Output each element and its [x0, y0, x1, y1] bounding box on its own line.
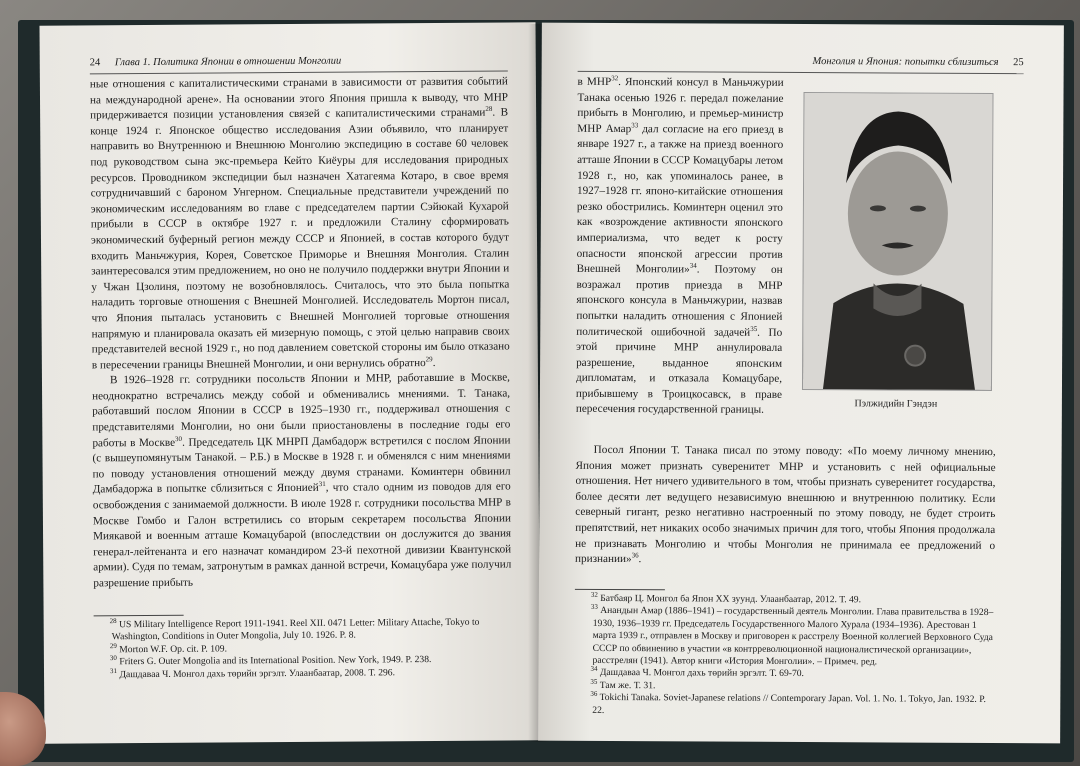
footnote-ref-33: 33: [631, 121, 639, 130]
right-page-number: 25: [1013, 57, 1024, 69]
left-paragraph-2: В 1926–1928 гг. сотрудники посольств Японии и МНР, работавшие в Москве, неоднократно встречались между собой и обменивались мнениями. Т. Танака, работавший послом Японии в СССР в 1925–1930 гг., поддерживал отношения с представителями Монголии, но они были приостановлены в последние годы его работы в Москве$^{30}$. Председатель ЦК МНРП Дамбадорж встретился с послом Японии (с вышеупомянутым Танакой. – Р.Б.) в Москве в 1928 г. и обменялся с ним мнениями по поводу установления отношений между двумя странами. Коминтерн обвинил Дамбадоржа в попытке сблизиться с Японией$^{31}$, что стало одним из поводов для его освобождения с занимаемой должности. В июле 1928 г. сотрудники посольства МНР в Москве Гомбо и Галон встретились со вторым секретарем посольства Японии Миякавой и военным атташе Комацубарой (впоследствии он дослужится до звания генерал-лейтенанта и его назначат командиром 23-й пехотной дивизии Квантунской армии). Судя по темам, затронутым в рамках данной встречи, Комацубара уже получил разрешение прибыть: [92, 371, 512, 590]
right-running-head: [578, 53, 1024, 74]
left-page-number: 24: [89, 57, 101, 69]
footnote-ref-36: 36: [631, 551, 639, 560]
footnote-33: $^{33}$ Анандын Амар (1886–1941) – государственный деятель Монголии. Глава правительства в 1928–1930, 1936–1939 гг. Председатель Государственного Малого Хурала (1934–1936). Арестован 1 марта 1939 г., отправлен в Москву и приговорен к расстрелу Военной коллегией Верховного Суда СССР по обвинению в участии «в контрреволюционной националистической организации», расстрелян (1941). Автор книги «История Монголии». – Примеч. ред.: [590, 603, 994, 668]
footnote-rule: [94, 615, 184, 617]
left-footnotes: [94, 612, 512, 681]
right-paragraph-1: в МНР$^{32}$. Японский консул в Маньчжурии Танака осенью 1926 г. передал пожелание прибыть в Монголию, и премьер-министр МНР Амар$^{33}$ дал согласие на его приезд в январе 1927 г., а также на приезд военного атташе Японии в СССР Комацубары летом 1928 г., но, как упоминалось ранее, в 1927–1928 гг. японо-китайские отношения резко обострились. Коминтерн оценил это как «возрождение активности японского империализма, что ведет к росту опасности японской агрессии против Внешней Монголии»$^{34}$. Поэтому он возражал против приезда в МНР японского консула в Маньчжурии, назвав попытки наладить отношения с Японией политической ошибочной задачей$^{35}$. По этой причине МНР аннулировала разрешение, выданное японским дипломатам, и отказала Комацубаре, прибывшему в Троицкосавск, в праве пересечения государственной границы.: [575, 74, 784, 417]
footnote-32: $^{32}$ Батбаяр Ц. Монгол ба Япон XX зуунд. Улаанбаатар, 2012. Т. 49.: [590, 590, 862, 606]
footnote-ref-34: 34: [689, 261, 697, 270]
portrait-illustration: [803, 93, 993, 390]
footnote-28: $^{28}$ US Military Intelligence Report 1911-1941. Reel XII. 0471 Letter: Military Attache, Tokyo to Washington, Conditions in Outer Mongolia, July 10. 1926. P. 8.: [109, 616, 480, 643]
left-running-head-title: Глава 1. Политика Японии в отношении Монголии: [114, 55, 342, 69]
footnote-31: $^{31}$ Дашдаваа Ч. Монгол дахь төрийн эргэлт. Улаанбаатар, 2008. Т. 296.: [109, 666, 395, 680]
footnote-ref-29: 29: [425, 354, 433, 364]
footnote-30: $^{30}$ Friters G. Outer Mongolia and its International Position. New York, 1949. P. 238.: [109, 654, 432, 668]
right-wrapped-text: [576, 75, 784, 419]
right-footnotes: [574, 589, 995, 719]
right-paragraph-2: Посол Японии Т. Танака писал по этому поводу: «По моему личному мнению, Япония может признать суверенитет МНР и установить с ней официальные отношения. Нет ничего удивительного в том, чтобы признать суверенитет государства, более десяти лет ведущего независимую внешнюю и внутреннюю политику. Если северный гигант, резко негативно настроенный по этому поводу, не будет строить препятствий, нет никаких особо значимых причин для того, чтобы Япония продолжала не признавать Монголию и чтобы Монголия не принимала ее предложений о признании»$^{36}$.: [575, 443, 996, 566]
footnote-ref-32: 32: [611, 74, 619, 83]
footnote-ref-31: 31: [318, 480, 326, 489]
footnote-ref-30: 30: [175, 434, 183, 443]
footnote-29: $^{29}$ Morton W.F. Op. cit. P. 109.: [109, 641, 228, 656]
footnote-ref-28: 28: [485, 105, 493, 114]
footnote-ref-35: 35: [750, 324, 758, 333]
footnote-35: $^{35}$ Там же. Т. 31.: [590, 677, 656, 692]
photo-caption: Пэлжидийн Гэндэн: [854, 398, 938, 410]
footnote-34: $^{34}$ Дашдаваа Ч. Монгол дахь төрийн эргэлт. Т. 69-70.: [590, 665, 804, 680]
left-body-text: [90, 74, 512, 591]
footnote-rule: [575, 589, 665, 590]
right-page: [538, 23, 1064, 744]
left-running-head: [90, 52, 508, 74]
left-page: [39, 22, 540, 743]
right-full-text: [575, 443, 996, 570]
portrait-photo: [802, 92, 994, 391]
footnote-36: $^{36}$ Tokichi Tanaka. Soviet-Japanese relations // Contemporary Japan. Vol. 1. No. 1. Tokyo, Jan. 1932. P. 22.: [590, 689, 986, 716]
left-paragraph-1: ные отношения с капиталистическими странами в зависимости от развития событий на международной арене». На основании этого Япония пришла к выводу, что МНР придерживается позиции установления связей с капиталистическими странами$^{28}$. В конце 1924 г. Японское общество исследования Азии объявило, что планирует направить во Внутреннюю и Внешнюю Монголию экспедицию в составе 60 человек под руководством сына экс-премьера Кейто Киёуры для исследования природных ресурсов. Проводником экспедиции был назначен Хатагеяма Котаро, в свое время сотрудничавший с бароном Унгерном. Специальные представители учреждений по экономическим исследованиям во главе с председателем партии Сэйюкай Кухарой прибыли в СССР в октябре 1927 г. и предложили Сталину сформировать экономический буферный регион между СССР и Японией, в состав которого будут входить Маньчжурия, Корея, Советское Приморье и Внешняя Монголия. Сталин заинтересовался этим предложением, но оно не получило поддержки внутри Японии и у Чжан Цзолиня, поэтому не возобновлялось. Считалось, что это была попытка наладить торговые отношения с Внешней Монголией. Исследователь Мортон писал, что Япония пыталась установить с Внешней Монголией торговые отношения напрямую и планировала оказать ей мизерную помощь, с этой целью направив своих представителей весной 1929 г., но под давлением советской стороны им было отказано в пересечении границы Внешней Монголии, и они вернулись обратно$^{29}$.: [89, 75, 510, 372]
right-running-head-title: Монголия и Япония: попытки сблизиться: [812, 56, 999, 69]
